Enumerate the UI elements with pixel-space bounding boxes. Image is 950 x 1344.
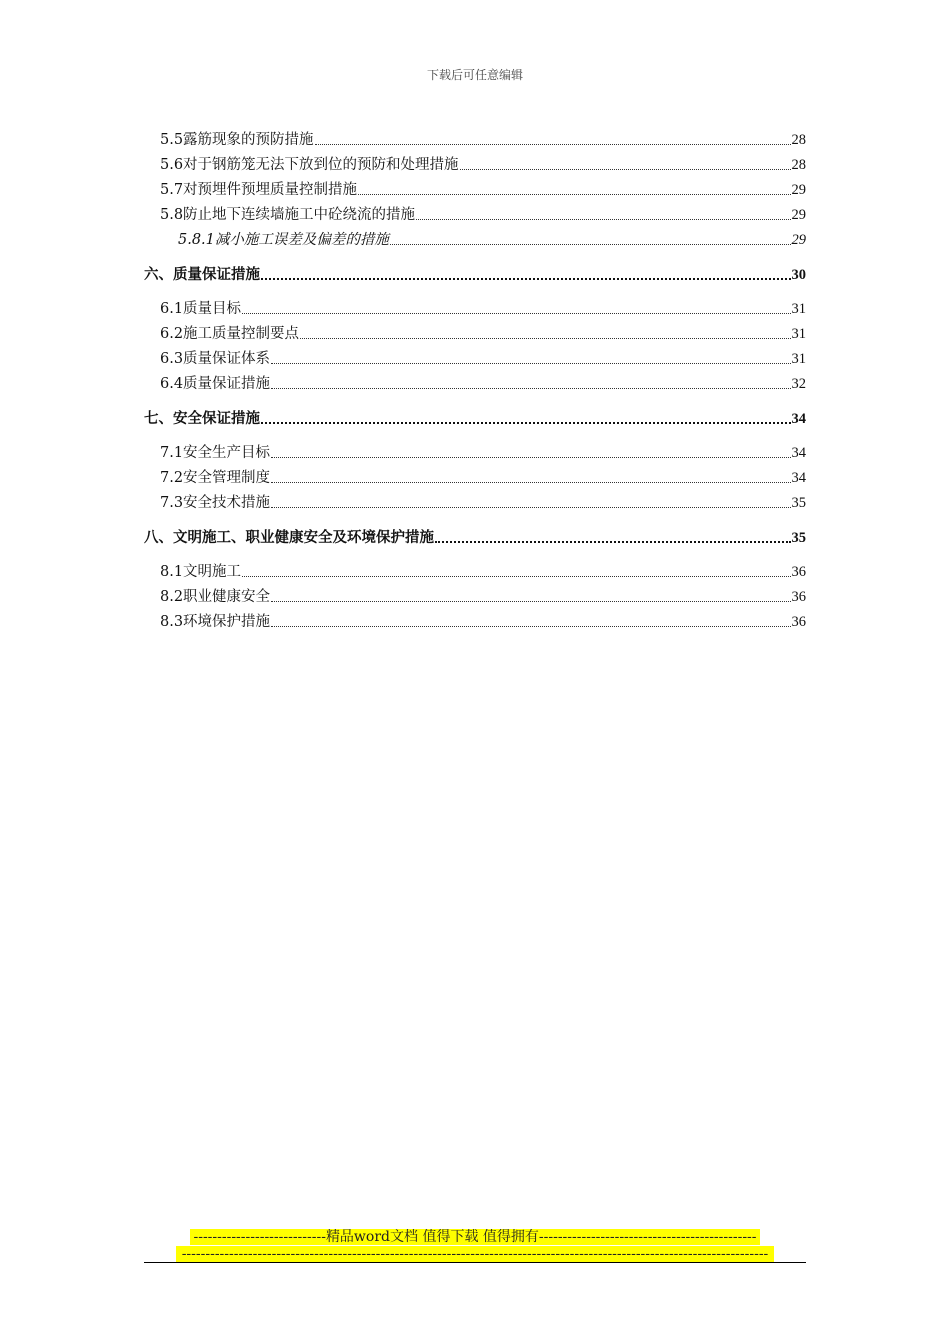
toc-entry[interactable]: [144, 258, 806, 284]
toc-entry-title: 8.3环境保护措施: [160, 614, 271, 630]
toc-dot-leader: [261, 278, 791, 280]
toc-entry-title: 八、文明施工、职业健康安全及环境保护措施: [144, 529, 434, 546]
toc-dot-leader: [242, 313, 790, 314]
toc-entry[interactable]: [144, 343, 806, 368]
toc-entry-page-number: 35: [791, 530, 806, 546]
toc-entry-page-number: 31: [791, 351, 806, 367]
toc-dot-leader: [416, 219, 790, 220]
toc-dot-leader: [242, 576, 790, 577]
toc-entry-title: 5.6对于钢筋笼无法下放到位的预防和处理措施: [160, 157, 459, 173]
toc-entry-page-number: 31: [791, 301, 806, 317]
toc-entry-title: 6.3质量保证体系: [160, 351, 271, 367]
toc-entry-title: 7.1安全生产目标: [160, 445, 271, 461]
toc-entry-title: 5.8.1减小施工误差及偏差的措施: [178, 232, 389, 248]
toc-entry-page-number: 32: [791, 376, 806, 392]
toc-entry[interactable]: [144, 521, 806, 547]
toc-entry-page-number: 30: [791, 267, 806, 283]
toc-entry-title: 5.8防止地下连续墙施工中砼绕流的措施: [160, 207, 416, 223]
footer-divider: [144, 1262, 806, 1263]
toc-entry[interactable]: [144, 224, 806, 249]
toc-dot-leader: [271, 388, 790, 389]
toc-entry-page-number: 28: [791, 157, 806, 173]
toc-dot-leader: [271, 482, 790, 483]
toc-entry-page-number: 29: [791, 182, 806, 198]
toc-entry[interactable]: [144, 462, 806, 487]
toc-entry-title: 6.4质量保证措施: [160, 376, 271, 392]
toc-dot-leader: [300, 338, 790, 339]
page-header: 下载后可任意编辑: [426, 68, 523, 82]
toc-entry-title: 8.2职业健康安全: [160, 589, 271, 605]
toc-entry-page-number: 28: [791, 132, 806, 148]
toc-entry[interactable]: [144, 487, 806, 512]
toc-entry-page-number: 31: [791, 326, 806, 342]
toc-entry-page-number: 36: [791, 564, 806, 580]
toc-entry-page-number: 34: [791, 470, 806, 486]
toc-entry[interactable]: [144, 293, 806, 318]
toc-entry-title: 六、质量保证措施: [144, 266, 260, 283]
toc-entry-title: 5.7对预埋件预埋质量控制措施: [160, 182, 358, 198]
toc-entry[interactable]: [144, 437, 806, 462]
toc-entry-page-number: 34: [791, 411, 806, 427]
toc-entry[interactable]: [144, 318, 806, 343]
toc-entry-page-number: 34: [791, 445, 806, 461]
footer-banner-text: ----------------------------精品word文档 值得下载 值得拥有----------------------------------------------: [190, 1229, 760, 1245]
toc-entry[interactable]: [144, 199, 806, 224]
toc-entry-title: 6.2施工质量控制要点: [160, 326, 300, 342]
toc-dot-leader: [271, 457, 790, 458]
toc-entry-page-number: 36: [791, 589, 806, 605]
toc-dot-leader: [315, 144, 791, 145]
toc-dot-leader: [271, 601, 790, 602]
table-of-contents: [144, 124, 806, 631]
toc-entry-title: 8.1文明施工: [160, 564, 242, 580]
toc-entry-page-number: 36: [791, 614, 806, 630]
toc-entry[interactable]: [144, 556, 806, 581]
toc-entry-title: 6.1质量目标: [160, 301, 242, 317]
toc-entry[interactable]: [144, 124, 806, 149]
toc-entry[interactable]: [144, 368, 806, 393]
toc-entry[interactable]: [144, 149, 806, 174]
toc-entry[interactable]: [144, 581, 806, 606]
toc-entry-title: 7.3安全技术措施: [160, 495, 271, 511]
toc-entry-title: 7.2安全管理制度: [160, 470, 271, 486]
toc-dot-leader: [271, 507, 790, 508]
toc-entry-page-number: 29: [791, 232, 806, 248]
toc-entry-title: 七、安全保证措施: [144, 410, 260, 427]
toc-entry[interactable]: [144, 402, 806, 428]
toc-dot-leader: [271, 363, 790, 364]
toc-dot-leader: [358, 194, 790, 195]
toc-dot-leader: [390, 244, 791, 245]
toc-entry-page-number: 29: [791, 207, 806, 223]
toc-dot-leader: [271, 626, 790, 627]
toc-entry[interactable]: [144, 606, 806, 631]
toc-entry-title: 5.5露筋现象的预防措施: [160, 132, 314, 148]
toc-dot-leader: [261, 422, 791, 424]
toc-dot-leader: [435, 541, 791, 543]
footer-banner-dashes: ----------------------------------------------------------------------------------------------------------------------------: [176, 1246, 774, 1262]
toc-entry-page-number: 35: [791, 495, 806, 511]
toc-entry[interactable]: [144, 174, 806, 199]
toc-dot-leader: [460, 169, 791, 170]
